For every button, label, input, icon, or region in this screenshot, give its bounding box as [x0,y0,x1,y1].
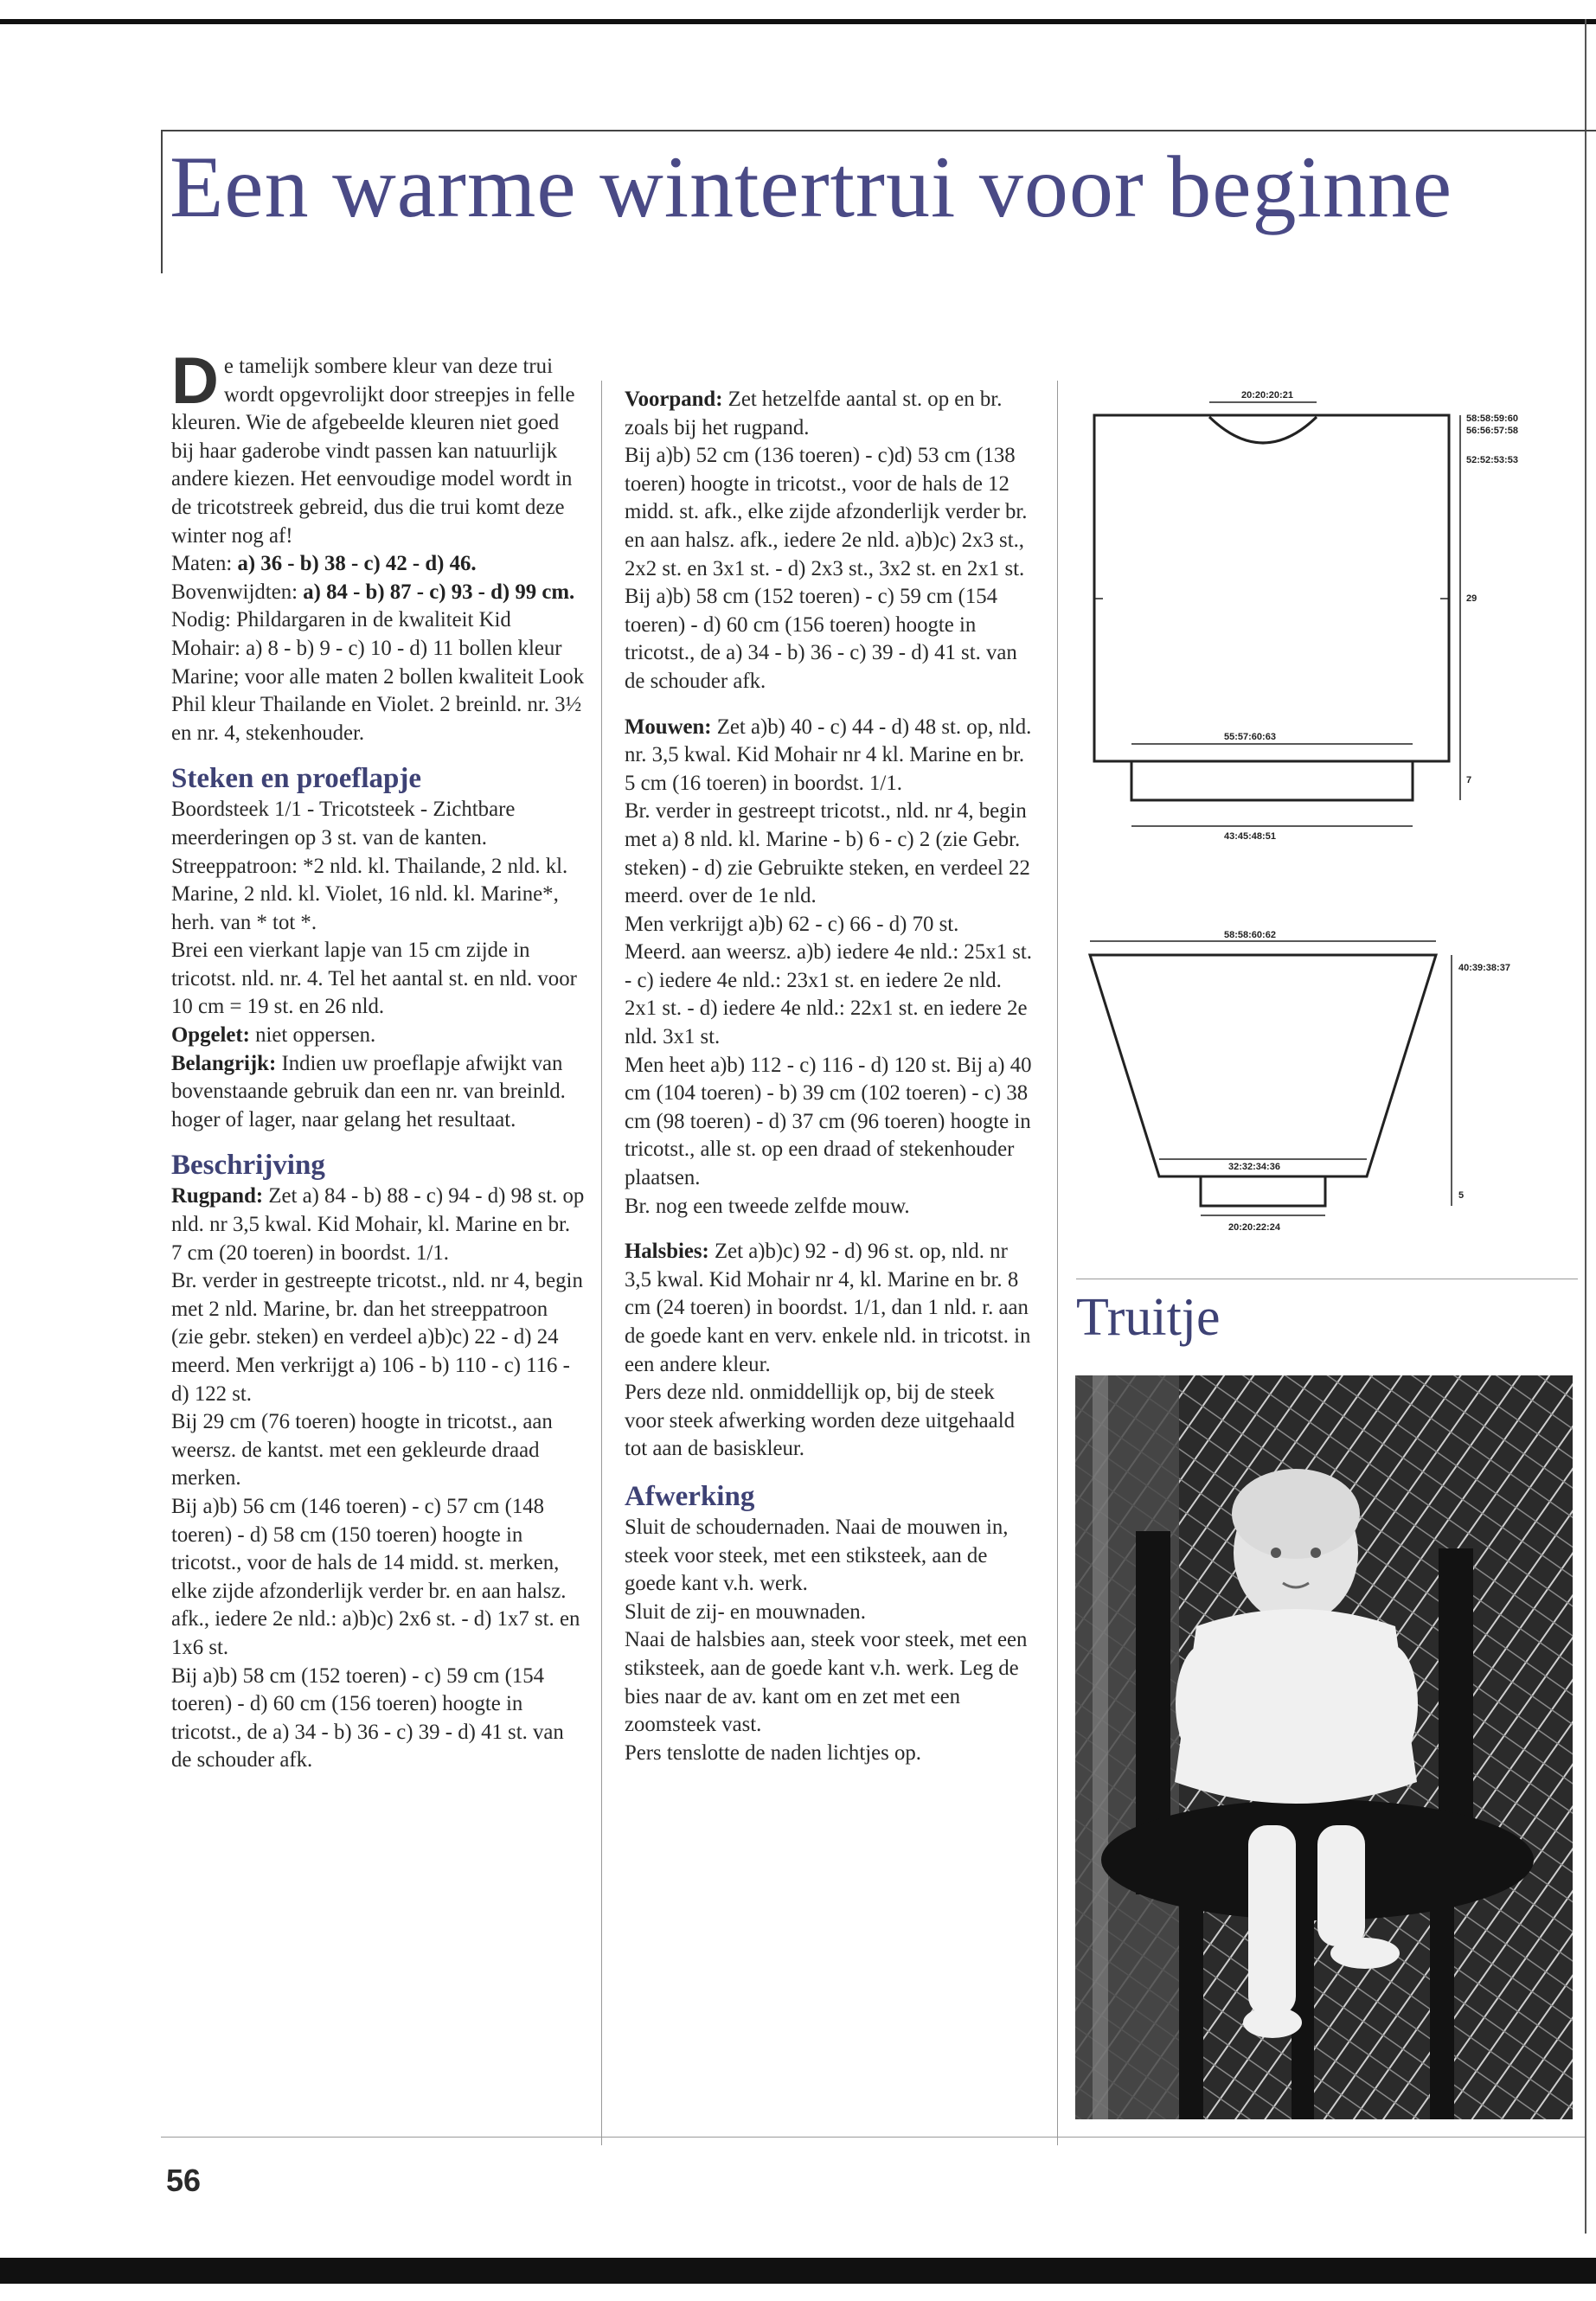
body-inner-width: 55:57:60:63 [1224,732,1276,742]
rugpand-5: Bij a)b) 58 cm (152 toeren) - c) 59 cm (154 toeren) - d) 60 cm (156 toeren) hoogte in tricotst., de a) 34 - b) 36 - c) 39 - d) 41 st. van de schouder afk. [171,1663,564,1772]
afwerking-3: Naai de halsbies aan, steek voor steek, met een stiksteek, aan de goede kant v.h. werk. Leg de bies naar de av. kant om en zet met een zoomsteek vast. [625,1628,1028,1737]
column-1 [171,344,585,1775]
mouwen-2: Br. verder in gestreept tricotst., nld. nr 4, begin met a) 8 nld. kl. Marine - b) 6 - c) 2 (zie Gebr. steken) - d) zie Gebruikte steken, en verdeel 22 meerd. over de 1e nld. [625,799,1030,908]
belangrijk: Belangrijk: Indien uw proeflapje afwijkt van bovenstaande gebruik dan een nr. van breinld. hoger of lager, naar gelang het resultaat. [171,1051,566,1131]
column-divider-1 [601,381,602,2145]
sleeve-inner-width: 32:32:34:36 [1228,1162,1280,1172]
body-schematic [1073,372,1583,839]
voorpand-3: Bij a)b) 58 cm (152 toeren) - c) 59 cm (154 toeren) - d) 60 cm (156 toeren) hoogte in tricotst., de a) 34 - b) 36 - c) 39 - d) 41 st. van de schouder afk. [625,585,1017,693]
halsbies: Halsbies: Zet a)b)c) 92 - d) 96 st. op, nld. nr 3,5 kwal. Kid Mohair nr 4, kl. Marine en br. 8 cm (24 toeren) in boordst. 1/1, dan 1 nld. r. aan de goede kant en verv. enkele nld. in tricotst. in een andere kleur. [625,1240,1031,1376]
mouwen: Mouwen: Zet a)b) 40 - c) 44 - d) 48 st. op, nld. nr. 3,5 kwal. Kid Mohair nr 4 kl. Marine en br. 5 cm (16 toeren) in boordst. 1/1. [625,715,1032,795]
page-number: 56 [166,2163,202,2198]
afwerking-1: Sluit de schoudernaden. Naai de mouwen in, steek voor steek, met een stiksteek, aan de goede kant v.h. werk. [625,1515,1009,1596]
voorpand: Voorpand: Zet hetzelfde aantal st. op en br. zoals bij het rugpand. [625,388,1003,439]
body-outline [1094,415,1449,761]
heading-afwerking: Afwerking [625,1480,755,1512]
baby-photo [1075,1375,1573,2119]
proef-text: Brei een vierkant lapje van 15 cm zijde in tricotst. nld. nr. 4. Tel het aantal st. en nld. voor 10 cm = 19 st. en 26 nld. [171,939,577,1019]
rugpand-2: Br. verder in gestreepte tricotst., nld. nr 4, begin met 2 nld. Marine, br. dan het streeppatroon (zie gebr. steken) en verdeel a)b)c) 22 - d) 24 meerd. Men verkrijgt a) 106 - b) 110 - c) 116 - d) 122 st. [171,1269,583,1406]
photo-caption: Truitje [1076,1288,1221,1347]
afwerking-2: Sluit de zij- en mouwnaden. [625,1599,866,1624]
neckline [1209,417,1317,443]
rugpand: Rugpand: Zet a) 84 - b) 88 - c) 94 - d) 98 st. op nld. nr 3,5 kwal. Kid Mohair, kl. Marine en br. 7 cm (20 toeren) in boordst. 1/1. [171,1184,585,1265]
rugpand-4: Bij a)b) 56 cm (146 toeren) - c) 57 cm (148 toeren) - d) 58 cm (150 toeren) hoogte in tricotst., voor de hals de 14 midd. st. merken, elke zijde afzonderlijk verder br. en aan halsz. afk., iedere 2e nld.: a)b)c) 2x6 st. - d) 1x7 st. en 1x6 st. [171,1494,580,1659]
sleeve-top-width: 58:58:60:62 [1224,930,1276,940]
intro-paragraph: De tamelijk sombere kleur van deze trui wordt opgevrolijkt door streepjes in felle kleuren. Wie de afgebeelde kleuren niet goed bij haar gaderobe vindt passen kan natuurlijk andere kiezen. Het eenvoudige model wordt in de tricotstreek gebreid, dus die trui komt deze winter nog af! [171,344,575,548]
column-divider-2 [1057,381,1058,2145]
body-right-top-2: 56:56:57:58 [1466,426,1518,436]
sleeve-cuff-height: 5 [1458,1190,1465,1201]
mouwen-3: Men verkrijgt a)b) 62 - c) 66 - d) 70 st. [625,912,959,936]
rugpand-3: Bij 29 cm (76 toeren) hoogte in tricotst., aan weersz. de kantst. met een gekleurde draad merken. [171,1410,553,1490]
maten: Maten: a) 36 - b) 38 - c) 42 - d) 46. [171,552,477,576]
body-rib-height: 7 [1466,775,1472,785]
halsbies-2: Pers deze nld. onmiddellijk op, bij de steek voor steek afwerking worden deze uitgehaald tot aan de basiskleur. [625,1381,1015,1461]
right-rule [1585,19,1586,2234]
afwerking-4: Pers tenslotte de naden lichtjes op. [625,1740,921,1765]
mouwen-5: Men heet a)b) 112 - c) 116 - d) 120 st. Bij a) 40 cm (104 toeren) - b) 39 cm (102 toeren) - c) 38 cm (98 toeren) - d) 37 cm (96 toeren) hoogte in tricotst., alle st. op een draad of stekenhouder plaatsen. [625,1053,1032,1190]
body-right-top-1: 58:58:59:60 [1466,413,1518,424]
opgelet: Opgelet: niet oppersen. [171,1023,376,1048]
steken-text: Boordsteek 1/1 - Tricotsteek - Zichtbare meerderingen op 3 st. van de kanten. Streeppatroon: *2 nld. kl. Thailande, 2 nld. kl. Marine, 2 nld. kl. Violet, 16 nld. kl. Marine*, herh. van * tot *. [171,798,568,934]
top-rule [0,19,1596,24]
body-top-width: 20:20:20:21 [1241,390,1293,401]
page-title: Een warme wintertrui voor beginne [170,138,1453,236]
nodig: Nodig: Phildargaren in de kwaliteit Kid Mohair: a) 8 - b) 9 - c) 10 - d) 11 bollen kleur Marine; voor alle maten 2 bollen kwaliteit Look Phil kleur Thailande en Violet. 2 breinld. nr. 3½ en nr. 4, stekenhouder. [171,608,585,745]
column-2 [625,386,1038,1767]
sleeve-schematic [1073,917,1583,1263]
bovenwijdten: Bovenwijdten: a) 84 - b) 87 - c) 93 - d) 99 cm. [171,580,575,604]
body-right-top-3: 52:52:53:53 [1466,455,1518,465]
mouwen-6: Br. nog een tweede zelfde mouw. [625,1194,910,1218]
sleeve-cuff-width: 20:20:22:24 [1228,1222,1280,1233]
body-right-mid: 29 [1466,593,1477,604]
sleeve-outline [1090,955,1436,1176]
drop-cap: D [171,344,219,418]
voorpand-2: Bij a)b) 52 cm (136 toeren) - c)d) 53 cm (138 toeren) hoogte in tricotst., voor de hals de 12 midd. st. afk., elke zijde afzonderlijk verder br. en aan halsz. afk., iedere 2e nld. a)b)c) 2x3 st., 2x2 st. en 3x1 st. - d) 2x3 st., 3x2 st. en 2x1 st. [625,444,1028,580]
rib-band [1131,761,1413,800]
mouwen-4: Meerd. aan weersz. a)b) iedere 4e nld.: 25x1 st. - c) iedere 4e nld.: 23x1 st. en iedere 2e nld. 2x1 st. - d) iedere 4e nld.: 22x1 st. en iedere 2e nld. 3x1 st. [625,940,1032,1049]
heading-beschrijving: Beschrijving [171,1150,325,1182]
bottom-rule [0,2258,1596,2284]
sleeve-right-height: 40:39:38:37 [1458,963,1510,973]
bottom-divider [161,2137,1585,2138]
heading-steken: Steken en proeflapje [171,763,422,795]
body-bottom-width: 43:45:48:51 [1224,831,1276,839]
cuff [1201,1176,1325,1206]
